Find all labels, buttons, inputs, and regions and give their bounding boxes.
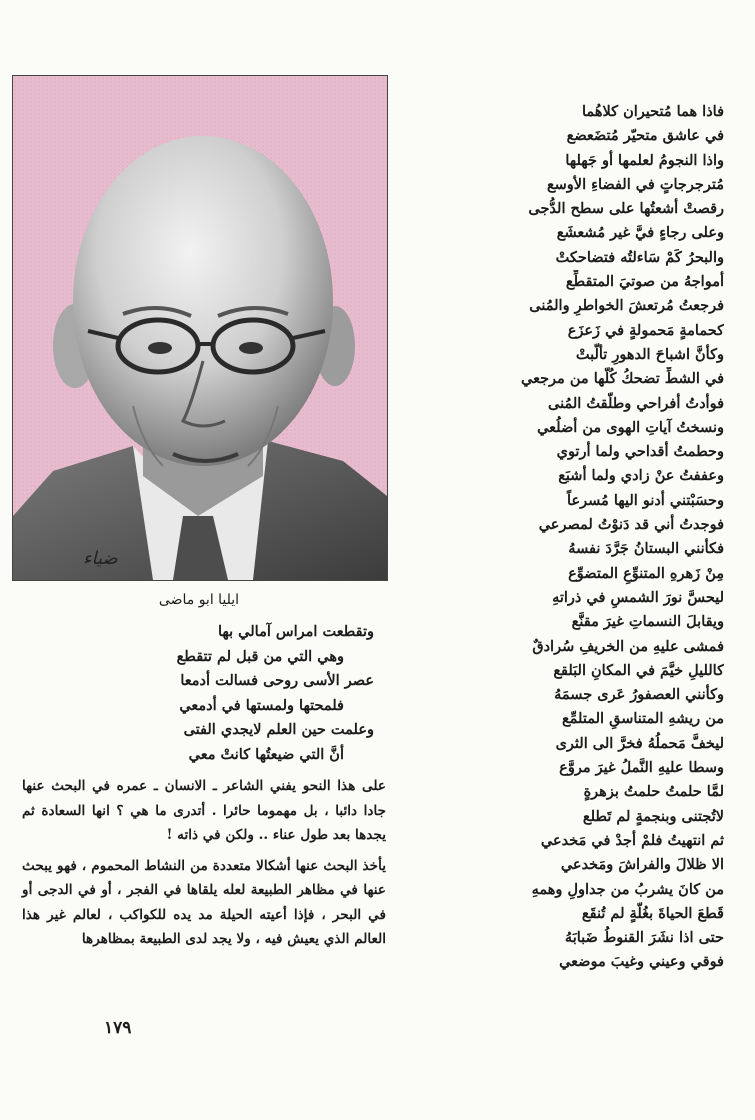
poem-line: وعففتُ عنْ زادي ولما أشبَع	[558, 467, 724, 485]
prose-text	[22, 774, 386, 958]
poem-line: كالليلِ خيَّمَ في المكانِ البَلقع	[553, 661, 724, 679]
poem-line: واذا النجومُ لعلمها أو جَهلها	[565, 151, 724, 169]
poem-line: ثم انتهيتُ فلمْ أجدْ في مَخدعي	[540, 831, 724, 849]
poem-line: فوجدتُ أني قد دَنوْتُ لمصرعي	[538, 516, 724, 534]
poem-line: في عاشق متحيّر مُتضَعضع	[566, 127, 724, 145]
poem-line: في الشطِّ تضحكُ كُلُّها من مرجعي	[520, 370, 724, 388]
poem-line: أنَّ التي ضيعتُها كانتْ معي	[188, 745, 344, 763]
poem-line: قَطعَ الحياةَ بغُلَّةٍ لم تُنقَع	[581, 904, 724, 922]
portrait-illustration	[12, 75, 388, 581]
poem-line: ليحسَّ نورَ الشمسِ في ذراتهِ	[552, 588, 724, 606]
poem-line: عصر الأسى روحى فسالت أدمعا	[180, 672, 374, 689]
prose-paragraph: على هذا النحو يفني الشاعر ـ الانسان ـ عمره في البحث عنها جادا دائبا ، بل مهموما حائرا . أتدرى ما هي ؟ انها السعادة ثم يجدها بعد طول عناء .. ولكن في ذاته !	[22, 778, 386, 843]
poem-line: وحطمتُ أقداحي ولما أرتوي	[556, 443, 724, 461]
poem-line: الا ظلالَ والفراشَ ومَخدعي	[560, 856, 724, 874]
poem-line: ونسختُ آياتِ الهوى من أضلُعي	[537, 418, 724, 436]
poem-line: وحسَبْتني أدنو اليها مُسرعاً	[567, 491, 724, 509]
poem-line: حتى اذا نشَرَ القنوطُ ضَبابَهُ	[564, 929, 724, 947]
poem-line: فاذا هما مُتحيران كلاهُما	[582, 103, 724, 120]
poem-column-left	[22, 620, 374, 767]
poem-line: وكأنَّ اشباحَ الدهورِ تألَّبتْ	[575, 345, 724, 363]
poem-line: وعلى رجاءٍ فيَّ غير مُشعشَع	[556, 224, 724, 242]
poem-line: فوأدتُ أفراحي وطلّقتُ المُنى	[548, 394, 724, 412]
artist-signature: ضياء	[83, 548, 118, 569]
poem-line: أمواجهُ من صوتيَ المتقطِّع	[565, 273, 724, 291]
prose-paragraph: يأخذ البحث عنها أشكالا متعددة من النشاط المحموم ، فهو يبحث عنها في مظاهر الطبيعة لعله يلقاها في الفجر ، أو في الدجى أو في البحر ، فإذا أعيته الحيلة مد يده للكواكب ، لعالم غير هذا العالم الذي يعيش فيه ، ولا يجد لدى الطبيعة بمظاهرها	[22, 857, 386, 947]
poem-line: لاتُجتنى وبنجمةٍ لم تَطلع	[582, 807, 724, 825]
poem-line: ليخفَّ مَحملُهُ فخرَّ الى الثرى	[555, 734, 724, 752]
poem-line: وهي التي من قبل لم تتقطع	[176, 647, 344, 665]
portrait-drawing	[13, 76, 387, 580]
poem-line: رقصتْ أشعتُها على سطح الدُّجى	[528, 200, 724, 218]
poem-line: فرجعتُ مُرتعشَ الخواطرِ والمُنى	[529, 297, 724, 315]
poem-line: فكأنني البستانُ جَرَّدَ نفسهُ	[568, 540, 724, 558]
poem-line: مُترجرجاتٍ في الفضاءِ الأوسع	[546, 175, 724, 193]
poem-line: فلمحتها ولمستها في أدمعي	[179, 696, 344, 714]
poem-line: ويقابلَ النسماتِ غيرَ مقنَّع	[571, 613, 724, 631]
poem-line: والبحرُ كَمْ سَاءلتُه فتضاحكتْ	[555, 248, 724, 266]
page-number: ١٧٩	[104, 1018, 132, 1038]
poem-line: وكأنني العصفورُ عَرى جسمَهُ	[554, 686, 724, 704]
poem-line: لمَّا حلمتُ حلمتُ بزهرةٍ	[583, 783, 724, 801]
poem-line: كحمامةٍ مَحمولةٍ في زَعزَع	[567, 321, 724, 339]
poem-line: وتقطعت امراس آمالي بها	[217, 623, 374, 640]
poem-line: فمشى عليهِ من الخريفِ سُرادقٌ	[532, 637, 724, 655]
portrait-caption: ايليا ابو ماضى	[158, 592, 240, 608]
poem-line: مِنْ زَهرهِ المتنوِّعِ المتضوِّع	[568, 564, 724, 582]
poem-line: فوقي وعيني وغيبَ موضعي	[559, 953, 724, 971]
poem-line: وعلمت حين العلم لايجدي الفتى	[183, 721, 374, 738]
poem-line: وسطا عليهِ النَّملُ غيرَ مروَّع	[559, 759, 724, 777]
poem-line: من كانَ يشربُ من جداولِ وهمهِ	[531, 880, 724, 898]
poem-line: من ريشهِ المتناسقِ المتلمِّع	[561, 710, 724, 728]
poem-column-right	[402, 100, 724, 975]
